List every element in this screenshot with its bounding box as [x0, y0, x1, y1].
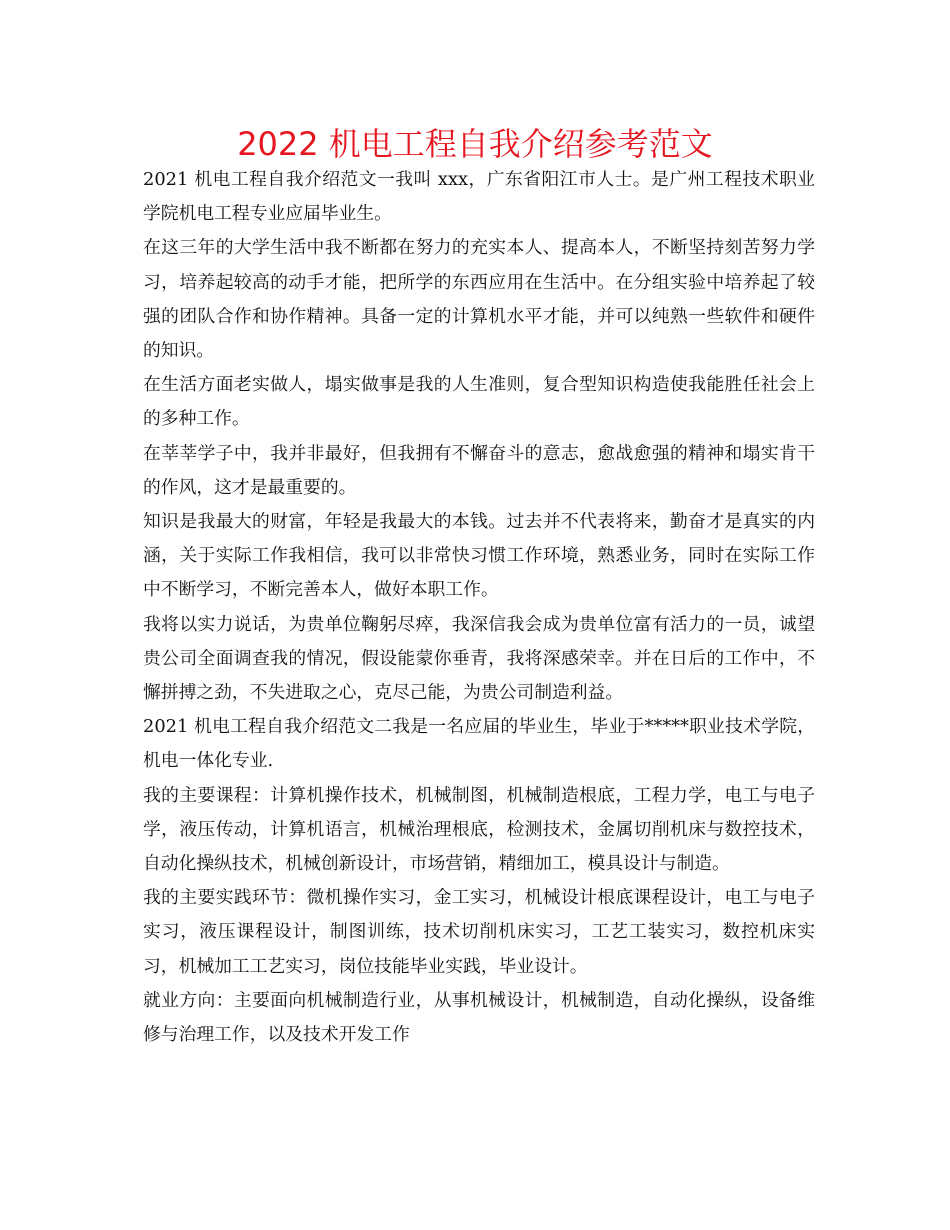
paragraph-1: 2021 机电工程自我介绍范文一我叫 xxx，广东省阳江市人士。是广州工程技术职业学院机电工程专业应届毕业生。: [143, 169, 816, 225]
paragraph-10: 就业方向：主要面向机械制造行业，从事机械设计，机械制造，自动化操纵，设备维修与治理工作，以及技术开发工作: [143, 989, 815, 1046]
paragraph-3: 在生活方面老实做人，塌实做事是我的人生准则，复合型知识构造使我能胜任社会上的多种工作。: [143, 374, 815, 430]
paragraph-9: 我的主要实践环节：微机操作实习，金工实习，机械设计根底课程设计，电工与电子实习，液压课程设计，制图训练，技术切削机床实习，工艺工装实习，数控机床实习，机械加工工艺实习，岗位技能毕业实践，毕业设计。: [143, 887, 815, 977]
paragraph-6: 我将以实力说话，为贵单位鞠躬尽瘁，我深信我会成为贵单位富有活力的一员，诚望贵公司全面调查我的情况，假设能蒙你垂青，我将深感荣幸。并在日后的工作中，不懈拼搏之劲，不失进取之心，克尽己能，为贵公司制造利益。: [143, 613, 815, 704]
document-title: 2022 机电工程自我介绍参考范文: [237, 125, 713, 163]
paragraph-5: 知识是我最大的财富，年轻是我最大的本钱。过去并不代表将来，勤奋才是真实的内涵，关于实际工作我相信，我可以非常快习惯工作环境，熟悉业务，同时在实际工作中不断学习，不断完善本人，做好本职工作。: [143, 511, 815, 601]
paragraph-7: 2021 机电工程自我介绍范文二我是一名应届的毕业生，毕业于*****职业技术学院，机电一体化专业.: [143, 716, 815, 772]
paragraph-2: 在这三年的大学生活中我不断都在努力的充实本人、提高本人，不断坚持刻苦努力学习，培养起较高的动手才能，把所学的东西应用在生活中。在分组实验中培养起了较强的团队合作和协作精神。具备一定的计算机水平才能，并可以纯熟一些软件和硬件的知识。: [143, 237, 815, 362]
document-body: [143, 163, 815, 1052]
paragraph-8: 我的主要课程：计算机操作技术，机械制图，机械制造根底，工程力学，电工与电子学，液压传动，计算机语言，机械治理根底，检测技术，金属切削机床与数控技术，自动化操纵技术，机械创新设计，市场营销，精细加工，模具设计与制造。: [143, 784, 815, 875]
paragraph-4: 在莘莘学子中，我并非最好，但我拥有不懈奋斗的意志，愈战愈强的精神和塌实肯干的作风，这才是最重要的。: [143, 442, 815, 498]
